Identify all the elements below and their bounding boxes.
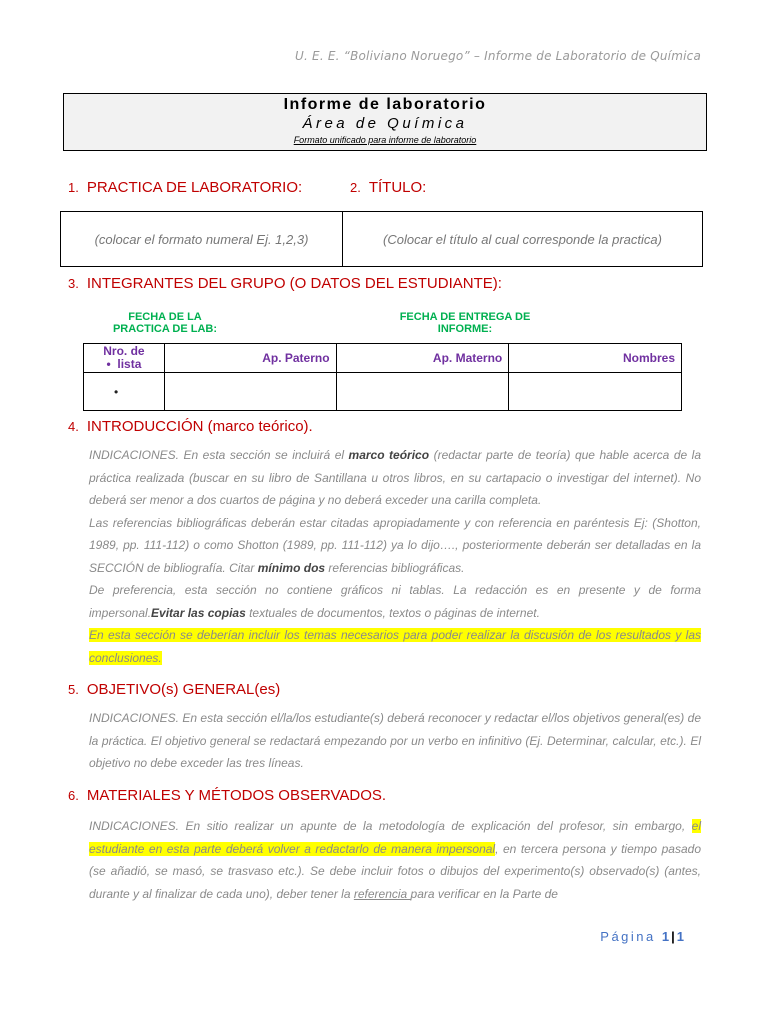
section-label: INTRODUCCIÓN (marco teórico).: [86, 418, 313, 435]
delivery-date-line-1: FECHA DE ENTREGA DE: [399, 311, 531, 323]
introduction-text: [89, 444, 701, 669]
highlighted-text: el estudiante en esta parte deberá volver a redactarlo de manera impersonal: [89, 819, 701, 856]
page-number: [600, 929, 684, 944]
column-header-line-2-text: lista: [117, 357, 142, 371]
objective-paragraph-1: INDICACIONES. En esta sección el/la/los estudiante(s) deberá reconocer y redactar el/los objetivos general(es) de la práctica. El objetivo general se redactará empezando por un verbo en infinitivo (Ej. Determinar, calcular, etc.). El objetivo no debe exceder las tres líneas.: [89, 711, 701, 770]
section-number: 5.: [68, 682, 79, 697]
intro-paragraph-1: INDICACIONES. En esta sección se incluirá el marco teórico (redactar parte de teoría) que hable acerca de la práctica realizada (buscar en su libro de Santillana u otros libros, en su cartapacio o investigar del internet). No deberá ser menor a dos cuartos de página y no deberá exceder una carilla completa.: [89, 448, 702, 507]
section-4-heading: [68, 418, 313, 435]
bullet-icon: •: [114, 384, 119, 399]
table-header-row: [84, 344, 682, 373]
column-header-list-number: [84, 344, 165, 373]
section-number: 4.: [68, 419, 79, 434]
bullet-icon: •: [106, 357, 111, 371]
highlighted-text: En esta sección se deberían incluir los temas necesarios para poder realizar la discusión de los resultados y las conclusiones.: [89, 628, 701, 665]
column-header-maternal-surname: Ap. Materno: [336, 344, 509, 373]
delivery-date-line-2: INFORME:: [437, 323, 493, 335]
column-header-names: Nombres: [509, 344, 682, 373]
list-number-cell[interactable]: [84, 373, 165, 411]
report-subtitle: Área de Química: [302, 115, 468, 132]
section-6-heading: [68, 787, 386, 804]
practice-date-line-2: PRACTICA DE LAB:: [112, 323, 218, 335]
section-number: 3.: [68, 276, 79, 291]
section-3-heading: [68, 275, 502, 292]
intro-paragraph-4: [89, 624, 701, 669]
report-format-note: Formato unificado para informe de laboratorio: [293, 135, 477, 145]
names-cell[interactable]: [509, 373, 682, 411]
running-header: U. E. E. “Boliviano Noruego” – Informe de Laboratorio de Química: [295, 49, 701, 63]
title-box: [63, 93, 707, 151]
section-number: 2.: [350, 180, 361, 195]
page-separator: |: [671, 929, 675, 944]
section-number: 1.: [68, 180, 79, 195]
report-title: Informe de laboratorio: [283, 96, 487, 113]
emphasis: Evitar las copias: [151, 605, 246, 620]
intro-paragraph-2: Las referencias bibliográficas deberán estar citadas apropiadamente y con referencia en paréntesis Ej: (Shotton, 1989, pp. 111-112) o como Shotton (1989, pp. 111-112) ya lo dijo…., posteriormente deberán ser detalladas en la SECCIÓN de bibliografía. Citar mínimo dos referencias bibliográficas.: [89, 515, 701, 575]
emphasis: mínimo dos: [257, 560, 326, 575]
section-label: PRACTICA DE LABORATORIO:: [86, 179, 303, 196]
emphasis: marco teórico: [348, 448, 430, 462]
section-label: OBJETIVO(s) GENERAL(es): [86, 681, 281, 698]
section-label: TÍTULO:: [368, 179, 427, 196]
underlined-text: referencia: [353, 886, 411, 901]
page-word: Página: [600, 929, 656, 944]
delivery-date-label: [390, 311, 540, 335]
intro-paragraph-3: De preferencia, esta sección no contiene gráficos ni tablas. La redacción es en presente y de forma impersonal.Evitar las copias textuales de documentos, textos o páginas de internet.: [89, 583, 701, 620]
materials-text: [89, 815, 701, 905]
page-total: 1: [676, 929, 684, 944]
column-header-line-1: Nro. de: [103, 344, 145, 358]
section-5-heading: [68, 681, 280, 698]
section-label: INTEGRANTES DEL GRUPO (O DATOS DEL ESTUDIANTE):: [86, 275, 502, 292]
practice-date-label: [94, 311, 236, 335]
objective-text: [89, 707, 701, 775]
section-label: MATERIALES Y MÉTODOS OBSERVADOS.: [86, 787, 387, 804]
maternal-surname-cell[interactable]: [336, 373, 509, 411]
section-2-heading: [350, 179, 426, 196]
practice-title-table: [60, 211, 703, 267]
section-1-heading: [68, 179, 302, 196]
page-current: 1: [661, 929, 670, 944]
practice-number-cell[interactable]: (colocar el formato numeral Ej. 1,2,3): [61, 212, 343, 266]
column-header-paternal-surname: Ap. Paterno: [164, 344, 336, 373]
paternal-surname-cell[interactable]: [164, 373, 336, 411]
practice-date-line-1: FECHA DE LA: [128, 311, 202, 323]
section-number: 6.: [68, 788, 79, 803]
materials-paragraph-1: INDICACIONES. En sitio realizar un apunte de la metodología de explicación del profesor, sin embargo, el estudiante en esta parte deberá volver a redactarlo de manera impersonal, en tercera persona y tiempo pasado (se añadió, se masó, se trasvaso etc.). Se debe incluir fotos o dibujos del experimento(s) observado(s) (antes, durante y al finalizar de cada uno), deber tener la referencia para verificar en la Parte de: [89, 819, 701, 901]
practice-title-cell[interactable]: (Colocar el título al cual corresponde la practica): [383, 231, 662, 247]
members-table: [83, 343, 682, 411]
column-header-line-2: [84, 358, 164, 371]
table-row: [84, 373, 682, 411]
